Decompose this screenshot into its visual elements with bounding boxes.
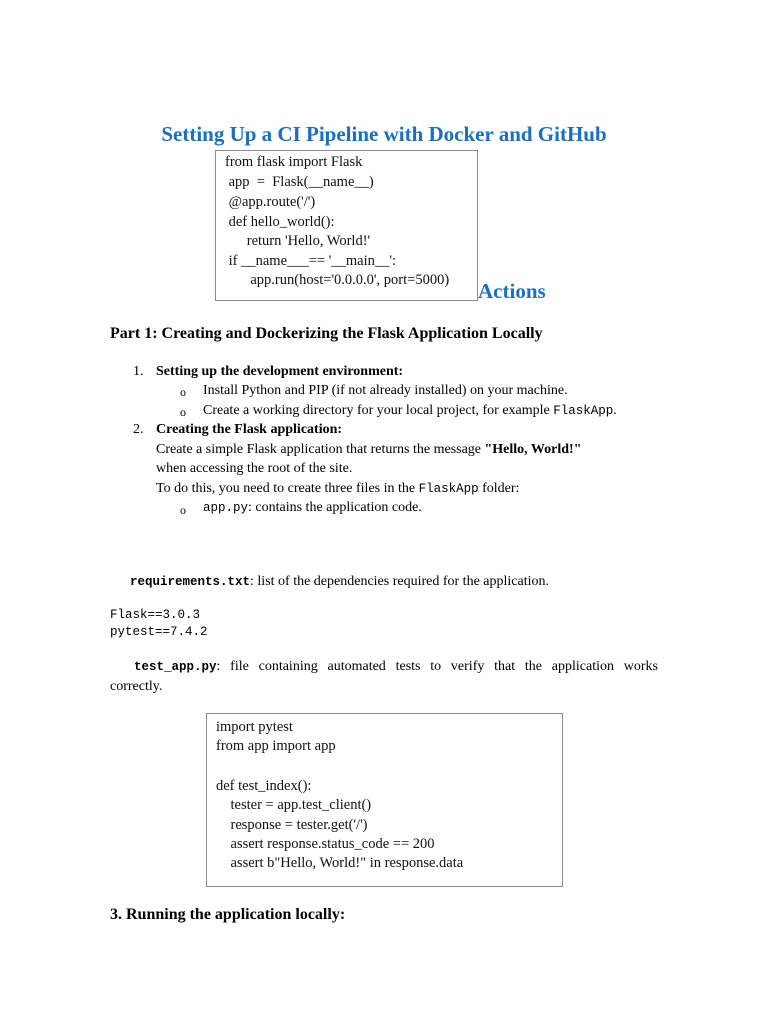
code-line: return 'Hello, World!': [225, 233, 371, 249]
code-line: response = tester.get('/'): [216, 817, 368, 833]
bullet-marker: o: [180, 503, 186, 517]
list-item: app.py: contains the application code.: [203, 500, 422, 515]
test-app-code-block: [206, 713, 563, 887]
paragraph-line: To do this, you need to create three files in the FlaskApp folder:: [156, 481, 520, 496]
code-line: app = Flask(__name__): [225, 174, 374, 190]
inline-code: FlaskApp: [553, 404, 614, 418]
bullet-marker: o: [180, 405, 186, 419]
test-app-description-cont: correctly.: [110, 679, 163, 694]
list-item: Install Python and PIP (if not already installed) on your machine.: [203, 383, 568, 398]
document-title: Setting Up a CI Pipeline with Docker and GitHub: [161, 122, 607, 146]
paragraph-line: Create a simple Flask application that returns the message "Hello, World!": [156, 442, 582, 457]
code-line: def hello_world():: [225, 214, 335, 230]
requirements-description: requirements.txt: list of the dependencies required for the application.: [130, 574, 549, 589]
list-item-heading: Setting up the development environment:: [156, 364, 404, 379]
filename: requirements.txt: [130, 575, 251, 589]
list-number: 2.: [133, 422, 144, 437]
test-app-description: test_app.py: file containing automated tests to verify that the application works: [134, 659, 658, 674]
code-line: from app import app: [216, 738, 336, 754]
flask-app-code-block: [215, 150, 478, 301]
requirements-line: pytest==7.4.2: [110, 625, 208, 639]
requirements-line: Flask==3.0.3: [110, 608, 201, 622]
code-line: tester = app.test_client(): [216, 797, 372, 813]
part1-heading: Part 1: Creating and Dockerizing the Flask Application Locally: [110, 325, 543, 342]
code-line: assert response.status_code == 200: [216, 836, 435, 852]
code-line: assert b"Hello, World!" in response.data: [216, 855, 464, 871]
code-line: import pytest: [216, 719, 293, 735]
document-title-continuation: Actions: [478, 279, 546, 303]
list-item-heading: Creating the Flask application:: [156, 422, 343, 437]
code-line: @app.route('/'): [225, 194, 316, 210]
list-number: 1.: [133, 364, 144, 379]
inline-code: FlaskApp: [418, 482, 479, 496]
code-line: app.run(host='0.0.0.0', port=5000): [225, 272, 450, 288]
bullet-marker: o: [180, 385, 186, 399]
paragraph-line: when accessing the root of the site.: [156, 461, 353, 476]
code-line: from flask import Flask: [225, 154, 363, 170]
section3-heading: 3. Running the application locally:: [110, 906, 346, 923]
code-line: def test_index():: [216, 778, 312, 794]
code-line: if __name___== '__main__':: [225, 253, 396, 269]
inline-code: app.py: [203, 501, 249, 515]
list-item: Create a working directory for your local project, for example FlaskApp.: [203, 403, 617, 418]
filename: test_app.py: [134, 660, 217, 674]
